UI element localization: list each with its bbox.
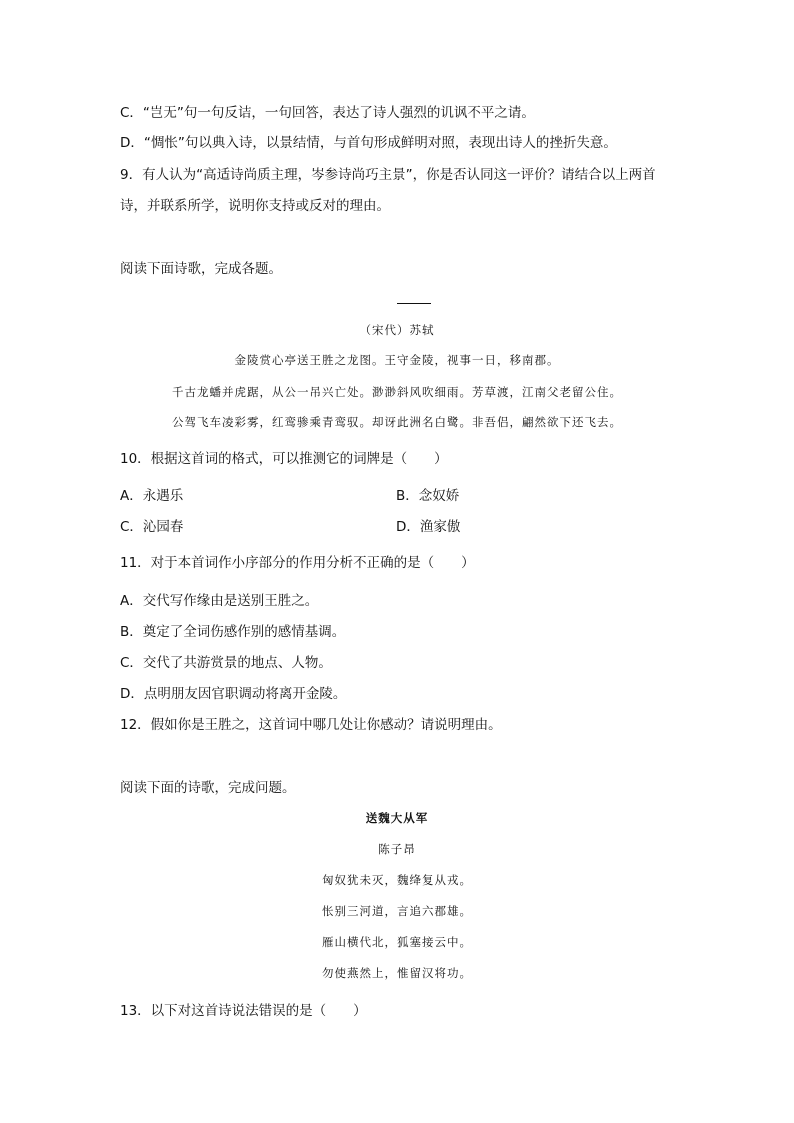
q11-option-a: A．交代写作缘由是送别王胜之。 <box>120 593 319 609</box>
q8-option-d: D．“惆怅”句以典入诗，以景结情，与首句形成鲜明对照，表现出诗人的挫折失意。 <box>120 135 617 151</box>
q11-stem: 11．对于本首词作小序部分的作用分析不正确的是（ ） <box>120 555 475 571</box>
q11-option-c: C．交代了共游赏景的地点、人物。 <box>120 655 332 671</box>
q11-option-d: D．点明朋友因官职调动将离开金陵。 <box>120 686 347 702</box>
q10-option-a: A．永遇乐 <box>120 488 184 504</box>
q9-stem-line1: 9．有人认为“高适诗尚质主理，岑参诗尚巧主景”，你是否认同这一评价？请结合以上两首 <box>120 167 656 183</box>
poem2-author: 陈子昂 <box>378 842 416 856</box>
q10-option-c: C．沁园春 <box>120 519 184 535</box>
q13-stem: 13．以下对这首诗说法错误的是（ ） <box>120 1003 367 1019</box>
q12-stem: 12．假如你是王胜之，这首词中哪几处让你感动？请说明理由。 <box>120 717 502 733</box>
poem2-line2: 怅别三河道，言追六郡雄。 <box>322 904 472 918</box>
poem2-line3: 雁山横代北，狐塞接云中。 <box>322 935 472 949</box>
q11-option-b: B．奠定了全词伤感作别的感情基调。 <box>120 624 346 640</box>
poem-title-blank <box>397 303 431 304</box>
q10-option-d: D．渔家傲 <box>396 519 461 535</box>
poem1-line1: 千古龙蟠并虎踞，从公一吊兴亡处。渺渺斜风吹细雨。芳草渡，江南父老留公住。 <box>172 385 622 399</box>
q9-stem-line2: 诗，并联系所学，说明你支持或反对的理由。 <box>120 198 390 214</box>
poem2-title: 送魏大从军 <box>365 811 429 825</box>
poem2-line1: 匈奴犹未灭，魏绛复从戎。 <box>322 873 472 887</box>
poem1-author: （宋代）苏轼 <box>359 323 435 337</box>
section3-instruction: 阅读下面的诗歌，完成问题。 <box>120 780 296 796</box>
q8-option-c: C．“岂无”句一句反诘，一句回答，表达了诗人强烈的讥讽不平之请。 <box>120 105 535 121</box>
poem1-preface: 金陵赏心亭送王胜之龙图。王守金陵，视事一日，移南郡。 <box>234 353 560 367</box>
q10-option-b: B．念奴娇 <box>396 488 460 504</box>
poem1-line2: 公驾飞车凌彩雾，红鸾骖乘青鸾驭。却讶此洲名白鹭。非吾侣，翩然欲下还飞去。 <box>172 415 622 429</box>
poem2-line4: 勿使燕然上，惟留汉将功。 <box>322 966 472 980</box>
section2-instruction: 阅读下面诗歌，完成各题。 <box>120 261 282 277</box>
q10-stem: 10．根据这首词的格式，可以推测它的词牌是（ ） <box>120 451 448 467</box>
